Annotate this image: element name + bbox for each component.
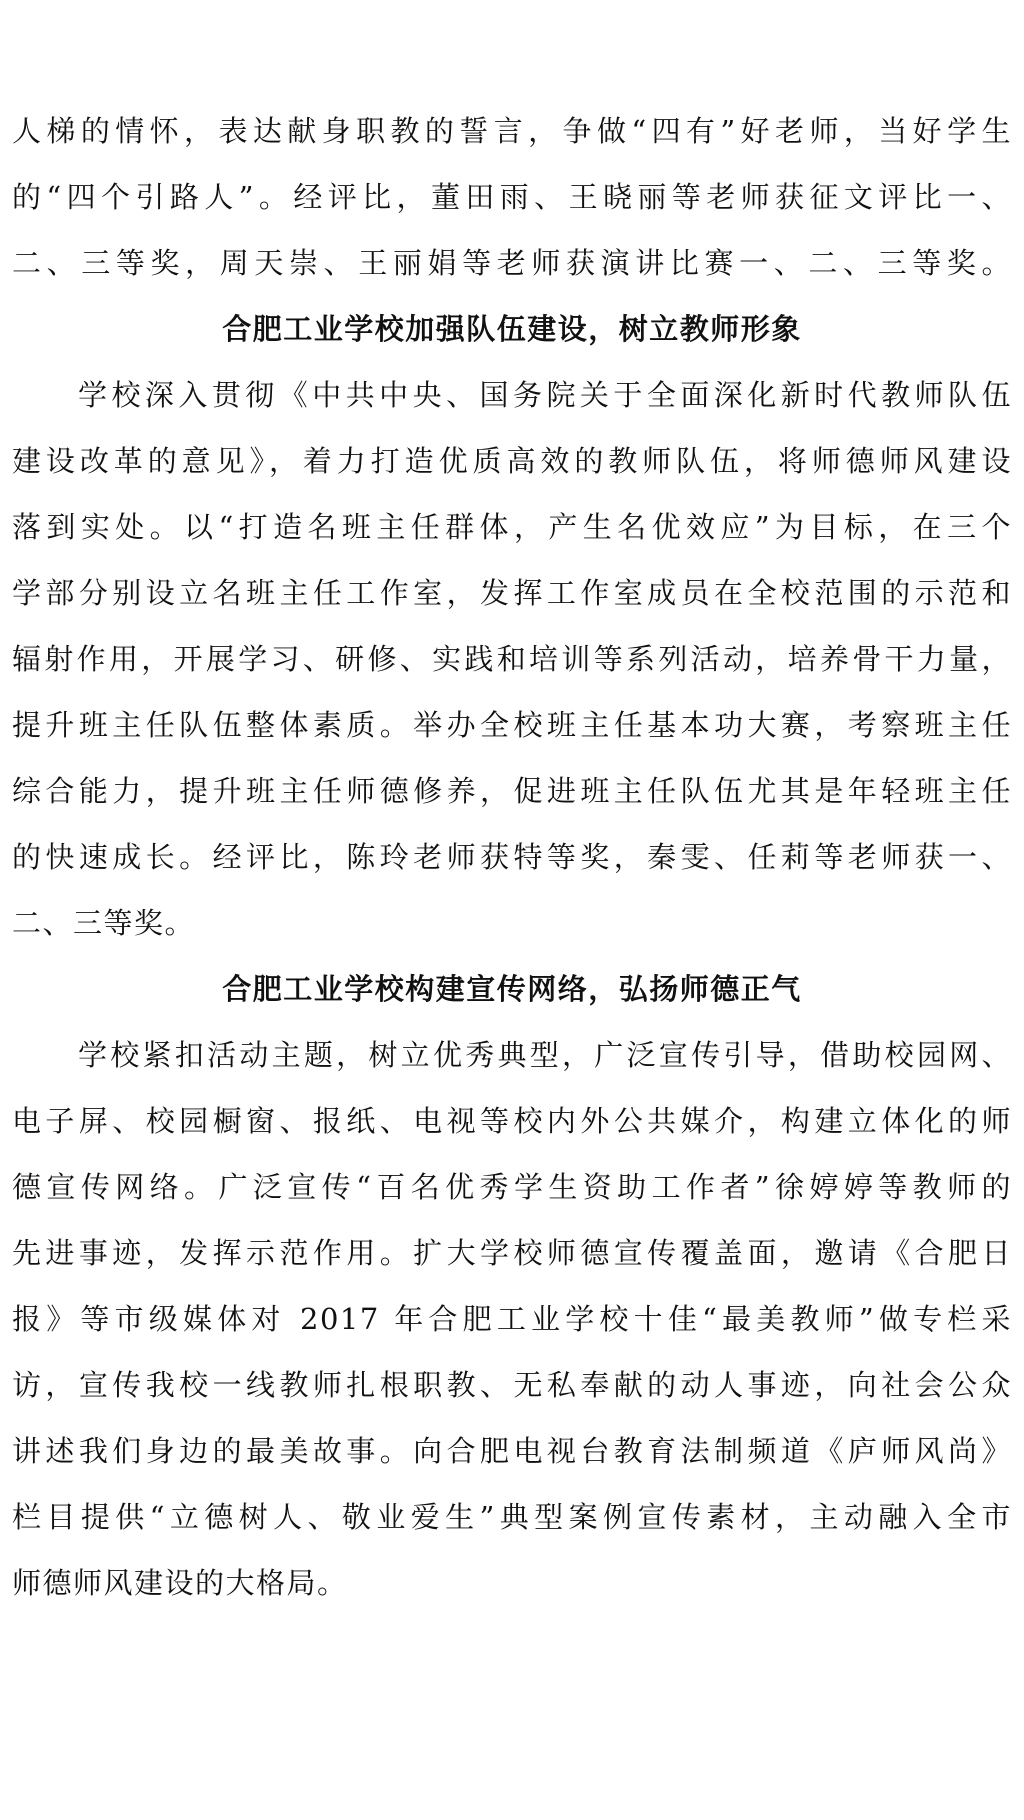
text-line: 提升班主任队伍整体素质。举办全校班主任基本功大赛，考察班主任 [12,708,1012,742]
text-line: 二、三等奖，周天崇、王丽娟等老师获演讲比赛一、二、三等奖。 [12,246,1012,280]
text-line: 二、三等奖。 [12,906,196,940]
text-line: 落到实处。以“打造名班主任群体，产生名优效应”为目标，在三个 [12,510,1012,544]
text-line: 先进事迹，发挥示范作用。扩大学校师德宣传覆盖面，邀请《合肥日 [12,1236,1012,1270]
text-line: 讲述我们身边的最美故事。向合肥电视台教育法制频道《庐师风尚》 [12,1434,1012,1468]
document-page [12,98,1012,1616]
paragraph-publicity-network [12,1022,1012,1616]
text-line: 人梯的情怀，表达献身职教的誓言，争做“四有”好老师，当好学生 [12,114,1012,148]
text-line: 学校深入贯彻《中共中央、国务院关于全面深化新时代教师队伍 [78,378,1012,412]
text-line: 栏目提供“立德树人、敬业爱生”典型案例宣传素材，主动融入全市 [12,1500,1012,1534]
text-line: 的快速成长。经评比，陈玲老师获特等奖，秦雯、任莉等老师获一、 [12,840,1012,874]
text-line: 学部分别设立名班主任工作室，发挥工作室成员在全校范围的示范和 [12,576,1012,610]
text-line: 综合能力，提升班主任师德修养，促进班主任队伍尤其是年轻班主任 [12,774,1012,808]
text-line: 辐射作用，开展学习、研修、实践和培训等系列活动，培养骨干力量， [12,642,1012,676]
text-line: 报》等市级媒体对 2017 年合肥工业学校十佳“最美教师”做专栏采 [12,1302,1012,1336]
text-line: 建设改革的意见》，着力打造优质高效的教师队伍，将师德师风建设 [12,444,1012,478]
text-line: 访，宣传我校一线教师扎根职教、无私奉献的动人事迹，向社会公众 [12,1368,1012,1402]
section-heading-publicity-network: 合肥工业学校构建宣传网络，弘扬师德正气 [222,972,802,1006]
text-line: 学校紧扣活动主题，树立优秀典型，广泛宣传引导，借助校园网、 [78,1038,1012,1072]
text-line: 的“四个引路人”。经评比，董田雨、王晓丽等老师获征文评比一、 [12,180,1012,214]
paragraph-awards-speech [12,98,1012,296]
text-line: 电子屏、校园橱窗、报纸、电视等校内外公共媒介，构建立体化的师 [12,1104,1012,1138]
text-line: 德宣传网络。广泛宣传“百名优秀学生资助工作者”徐婷婷等教师的 [12,1170,1012,1204]
paragraph-team-building [12,362,1012,956]
text-line: 师德师风建设的大格局。 [12,1566,348,1600]
section-heading-team-building: 合肥工业学校加强队伍建设，树立教师形象 [222,312,802,346]
